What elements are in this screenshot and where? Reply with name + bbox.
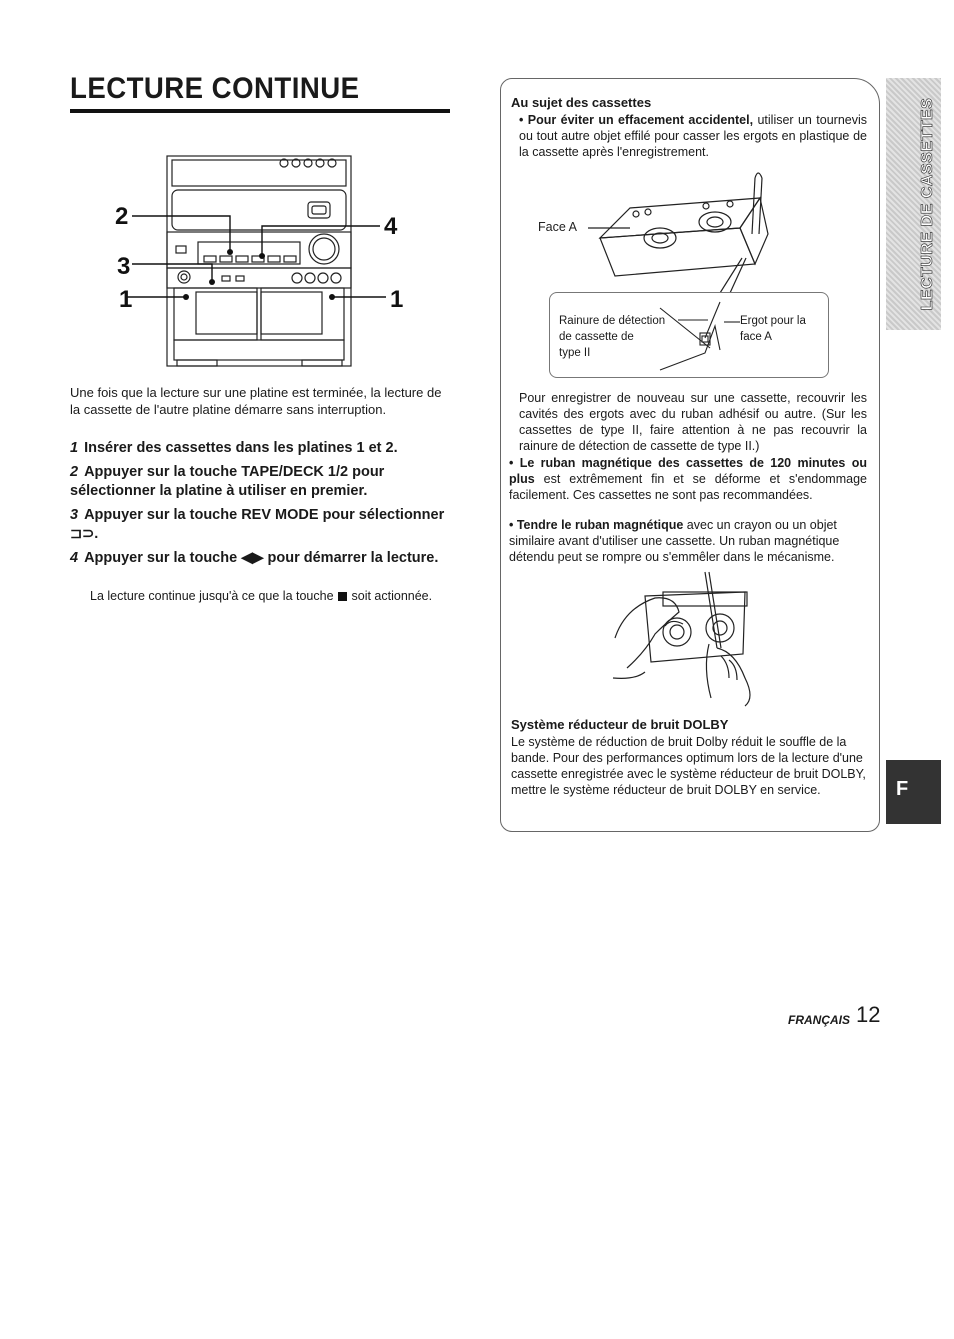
language-tab <box>886 760 941 824</box>
footer-language: FRANÇAIS <box>788 1013 850 1027</box>
step-text: Appuyer sur la touche REV MODE pour sélectionner ⊐⊃. <box>70 507 445 542</box>
title-underline <box>70 109 450 113</box>
step-3 <box>70 506 452 544</box>
step-text: Appuyer sur la touche ◀▶ pour démarrer la lecture. <box>84 550 439 566</box>
step-number: 3 <box>70 507 79 523</box>
cassette-bullet-1 <box>519 112 867 160</box>
page-number: 12 <box>856 1002 881 1027</box>
inset-left-line-3: type II <box>559 347 591 359</box>
step-number: 1 <box>70 440 79 456</box>
stereo-device-diagram <box>112 150 412 372</box>
cassette-tab-diagram <box>530 168 790 293</box>
bullet-2-text: est extrêmement fin et se déforme et s'endommage facilement. Ces cassettes ne sont pas recommandées. <box>509 472 867 502</box>
page-title: LECTURE CONTINUE <box>70 72 360 105</box>
diagram-label-4: 4 <box>384 213 398 240</box>
dolby-heading: Système réducteur de bruit DOLBY <box>511 717 729 732</box>
step-2 <box>70 463 452 501</box>
diagram-label-1-right: 1 <box>390 286 404 313</box>
cassette-bullet-2 <box>509 455 867 503</box>
bullet-1-bold: • Pour éviter un effacement accidentel, <box>519 113 754 127</box>
note-text-before: La lecture continue jusqu'à ce que la touche <box>90 589 334 603</box>
side-tab-label: LECTURE DE CASSETTES <box>919 97 936 311</box>
step-4-note <box>90 589 460 603</box>
note-text-after: soit actionnée. <box>351 589 433 603</box>
bullet-1-text: utiliser un tournevis ou tout autre objet effilé pour casser les ergots en plastique de la cassette après l'enregistrement. <box>519 113 867 159</box>
inset-left-line-2: de cassette de <box>559 331 634 343</box>
cassette-detail-inset <box>549 292 829 378</box>
language-tab-label: F <box>896 778 909 800</box>
step-number: 2 <box>70 464 79 480</box>
hand-tightening-tape-illustration <box>605 568 775 708</box>
intro-paragraph: Une fois que la lecture sur une platine est terminée, la lecture de la cassette de l'autre platine démarre sans interruption. <box>70 385 442 417</box>
bullet-3-bold: • Tendre le ruban magnétique <box>509 518 684 532</box>
bullet-2-bold: • Le ruban magnétique des cassettes de 120 minutes ou plus <box>509 456 867 486</box>
face-a-label: Face A <box>538 220 577 234</box>
cassette-corner-icon <box>650 298 740 373</box>
cassettes-heading: Au sujet des cassettes <box>511 95 652 110</box>
diagram-label-3: 3 <box>117 253 131 280</box>
stop-icon <box>338 592 347 601</box>
inset-right-line-1: Ergot pour la <box>740 315 806 327</box>
dolby-paragraph: Le système de réduction de bruit Dolby réduit le souffle de la bande. Pour des performances optimum lors de la lecture d'une cassette enregistrée avec le système réducteur de bruit DOLBY, mettre le système réducteur de bruit DOLBY en service. <box>511 735 866 797</box>
rerecord-paragraph: Pour enregistrer de nouveau sur une cassette, recouvrir les cavités des ergots avec du ruban adhésif ou autre. (Sur les cassettes de type II, faire attention à ne pas recouvrir la rainure de détection de cassette de type II.) <box>519 391 867 453</box>
step-1 <box>70 439 452 458</box>
inset-left-line-1: Rainure de détection <box>559 315 666 327</box>
bullet-3-text: avec un crayon ou un objet similaire avant d'utiliser une cassette. Un ruban magnétique détendu peut se rompre ou s'emmêler dans le mécanisme. <box>509 518 840 564</box>
section-side-tab <box>886 78 941 330</box>
diagram-label-2: 2 <box>115 203 129 230</box>
cassette-bullet-3 <box>509 517 867 565</box>
step-text: Insérer des cassettes dans les platines 1 et 2. <box>84 440 398 456</box>
inset-right-line-2: face A <box>740 331 772 343</box>
step-text: Appuyer sur la touche TAPE/DECK 1/2 pour sélectionner la platine à utiliser en premier. <box>70 464 385 499</box>
diagram-label-1-left: 1 <box>119 286 133 313</box>
step-number: 4 <box>70 550 79 566</box>
step-4 <box>70 549 452 568</box>
